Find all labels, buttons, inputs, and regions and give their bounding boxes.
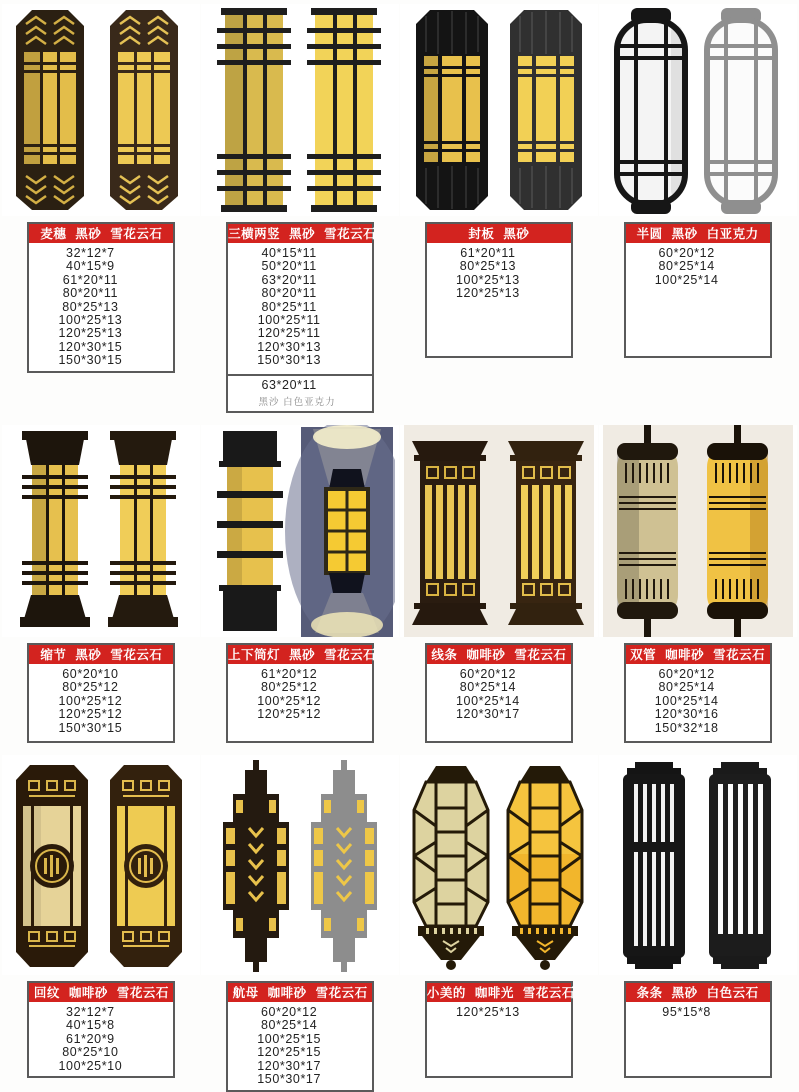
size-spec: 80*25*11 bbox=[261, 299, 317, 314]
size-spec: 120*25*12 bbox=[58, 707, 123, 722]
size-list bbox=[29, 1002, 173, 1076]
size-list bbox=[228, 1002, 372, 1089]
size-spec: 120*25*12 bbox=[257, 707, 322, 722]
product-card-tiaotiao bbox=[598, 755, 797, 1091]
product-title-banner: 半圆 黑砂 白亚克力 bbox=[626, 224, 770, 243]
product-title-banner: 条条 黑砂 白色云石 bbox=[626, 983, 770, 1002]
catalog-row-3 bbox=[2, 755, 797, 1091]
product-card-banyuan bbox=[598, 4, 797, 413]
size-spec: 100*25*13 bbox=[455, 272, 520, 287]
size-spec: 32*12*7 bbox=[66, 1005, 115, 1020]
size-spec: 63*20*11 bbox=[261, 377, 317, 392]
extra-note: 黑沙 白色亚克力 bbox=[258, 397, 336, 409]
product-card-maisui bbox=[2, 4, 201, 413]
size-spec: 100*25*13 bbox=[58, 313, 123, 328]
lamp-illustration-suojie bbox=[6, 425, 196, 637]
product-card-shuangguan bbox=[598, 425, 797, 743]
size-spec: 61*20*11 bbox=[62, 272, 119, 287]
product-card-hangmu bbox=[201, 755, 400, 1091]
product-photo-fengban bbox=[400, 4, 598, 216]
product-title-banner: 线条 咖啡砂 雪花云石 bbox=[427, 645, 571, 664]
size-spec: 120*30*17 bbox=[455, 707, 520, 722]
size-spec: 120*25*15 bbox=[257, 1045, 322, 1060]
product-photo-maisui bbox=[2, 4, 200, 216]
product-title-banner: 航母 咖啡砂 雪花云石 bbox=[228, 983, 372, 1002]
size-spec: 61*20*11 bbox=[460, 246, 516, 260]
lamp-illustration-huiwen bbox=[6, 755, 196, 975]
size-spec: 63*20*11 bbox=[261, 272, 317, 287]
product-photo-shangxiatongdeng bbox=[201, 425, 399, 637]
size-spec: 100*25*12 bbox=[257, 693, 322, 708]
product-photo-sanhengliangshu bbox=[201, 4, 399, 216]
product-card-suojie bbox=[2, 425, 201, 743]
size-list bbox=[228, 664, 372, 725]
size-list bbox=[626, 664, 770, 738]
product-label-banyuan bbox=[624, 222, 772, 358]
lamp-illustration-banyuan bbox=[603, 4, 793, 216]
size-spec: 40*15*8 bbox=[66, 1018, 115, 1033]
size-spec: 120*30*17 bbox=[257, 1058, 322, 1073]
product-label-suojie bbox=[27, 643, 175, 743]
product-photo-banyuan bbox=[599, 4, 797, 216]
product-photo-shuangguan bbox=[599, 425, 797, 637]
lamp-illustration-xiaomeide bbox=[404, 755, 594, 975]
size-list bbox=[626, 1002, 770, 1022]
size-list bbox=[29, 243, 173, 371]
size-spec: 80*25*12 bbox=[62, 680, 119, 695]
product-label-tiaotiao bbox=[624, 981, 772, 1078]
size-spec: 120*30*13 bbox=[257, 339, 322, 354]
product-title-banner: 缩节 黑砂 雪花云石 bbox=[29, 645, 173, 664]
size-spec: 80*25*12 bbox=[261, 680, 318, 695]
size-spec: 100*25*15 bbox=[257, 1031, 322, 1046]
size-spec: 80*25*10 bbox=[62, 1045, 119, 1060]
product-photo-hangmu bbox=[201, 755, 399, 975]
size-spec: 150*30*15 bbox=[58, 353, 123, 368]
size-list bbox=[427, 1002, 571, 1022]
product-label-huiwen bbox=[27, 981, 175, 1078]
size-list bbox=[427, 243, 571, 304]
product-label-maisui bbox=[27, 222, 175, 373]
product-card-xiantiao bbox=[400, 425, 599, 743]
lamp-illustration-hangmu bbox=[205, 755, 395, 975]
product-title-banner: 回纹 咖啡砂 雪花云石 bbox=[29, 983, 173, 1002]
product-label-xiaomeide bbox=[425, 981, 573, 1078]
product-title-banner: 上下筒灯 黑砂 雪花云石 bbox=[228, 645, 372, 664]
size-spec: 150*32*18 bbox=[654, 720, 719, 735]
size-spec: 100*25*10 bbox=[58, 1058, 123, 1073]
lamp-illustration-fengban bbox=[404, 4, 594, 216]
product-label-fengban bbox=[425, 222, 573, 358]
lamp-illustration-tiaotiao bbox=[603, 755, 793, 975]
product-title-banner: 小美的 咖啡光 雪花云石 bbox=[427, 983, 571, 1002]
product-label-sanhengliangshu bbox=[226, 222, 377, 413]
size-list bbox=[228, 243, 372, 371]
size-spec: 150*30*17 bbox=[257, 1072, 322, 1087]
size-spec: 32*12*7 bbox=[66, 246, 115, 260]
lamp-illustration-shangxiatongdeng bbox=[205, 425, 395, 637]
lamp-illustration-xiantiao bbox=[404, 425, 594, 637]
size-spec: 100*25*14 bbox=[654, 272, 719, 287]
product-photo-suojie bbox=[2, 425, 200, 637]
size-spec: 150*30*15 bbox=[58, 720, 123, 735]
product-photo-xiaomeide bbox=[400, 755, 598, 975]
size-spec: 100*25*14 bbox=[654, 693, 719, 708]
size-spec: 120*30*15 bbox=[58, 339, 123, 354]
product-title-banner: 麦穗 黑砂 雪花云石 bbox=[29, 224, 173, 243]
size-list bbox=[29, 664, 173, 738]
size-spec: 60*20*12 bbox=[658, 667, 715, 682]
product-label-shangxiatongdeng bbox=[226, 643, 377, 743]
size-spec: 40*15*9 bbox=[66, 259, 115, 274]
size-spec: 80*25*13 bbox=[62, 299, 119, 314]
lamp-illustration-maisui bbox=[6, 4, 196, 216]
product-card-xiaomeide bbox=[400, 755, 599, 1091]
size-spec: 120*25*13 bbox=[455, 1005, 520, 1020]
size-spec: 60*20*12 bbox=[459, 667, 516, 682]
size-spec: 80*25*13 bbox=[459, 259, 516, 274]
catalog-row-1 bbox=[2, 4, 797, 413]
size-spec: 150*30*13 bbox=[257, 353, 322, 368]
size-spec: 95*15*8 bbox=[662, 1005, 711, 1020]
lamp-illustration-sanhengliangshu bbox=[205, 4, 395, 216]
size-spec: 120*25*11 bbox=[257, 326, 321, 341]
size-spec: 60*20*10 bbox=[62, 667, 119, 682]
size-list bbox=[427, 664, 571, 725]
size-spec: 100*25*11 bbox=[257, 313, 321, 328]
product-card-sanhengliangshu bbox=[201, 4, 400, 413]
catalog-row-2 bbox=[2, 425, 797, 743]
size-spec: 120*25*13 bbox=[455, 286, 520, 301]
size-spec: 61*20*12 bbox=[261, 667, 318, 682]
product-title-banner: 封板 黑砂 bbox=[427, 224, 571, 243]
product-card-shangxiatongdeng bbox=[201, 425, 400, 743]
size-spec: 100*25*14 bbox=[455, 693, 520, 708]
size-spec: 80*25*14 bbox=[459, 680, 516, 695]
product-title-banner: 双管 咖啡砂 雪花云石 bbox=[626, 645, 770, 664]
size-spec: 120*30*16 bbox=[654, 707, 719, 722]
size-spec: 60*20*12 bbox=[658, 246, 715, 260]
size-spec: 61*20*9 bbox=[66, 1031, 115, 1046]
product-photo-tiaotiao bbox=[599, 755, 797, 975]
product-photo-huiwen bbox=[2, 755, 200, 975]
product-label-xiantiao bbox=[425, 643, 573, 743]
size-spec: 100*25*12 bbox=[58, 693, 123, 708]
size-spec: 40*15*11 bbox=[261, 246, 317, 260]
size-spec: 80*25*14 bbox=[658, 680, 715, 695]
size-spec: 80*25*14 bbox=[261, 1018, 318, 1033]
size-list bbox=[626, 243, 770, 290]
size-spec: 80*20*11 bbox=[62, 286, 119, 301]
size-spec: 80*20*11 bbox=[261, 286, 317, 301]
lamp-illustration-shuangguan bbox=[603, 425, 793, 637]
extra-spec bbox=[228, 376, 372, 411]
product-card-fengban bbox=[400, 4, 599, 413]
product-photo-xiantiao bbox=[400, 425, 598, 637]
size-spec: 50*20*11 bbox=[261, 259, 317, 274]
size-spec: 60*20*12 bbox=[261, 1005, 318, 1020]
size-spec: 80*25*14 bbox=[658, 259, 715, 274]
size-spec: 120*25*13 bbox=[58, 326, 123, 341]
product-title-banner: 三横两竖 黑砂 雪花云石 bbox=[228, 224, 372, 243]
product-label-shuangguan bbox=[624, 643, 772, 743]
product-card-huiwen bbox=[2, 755, 201, 1091]
